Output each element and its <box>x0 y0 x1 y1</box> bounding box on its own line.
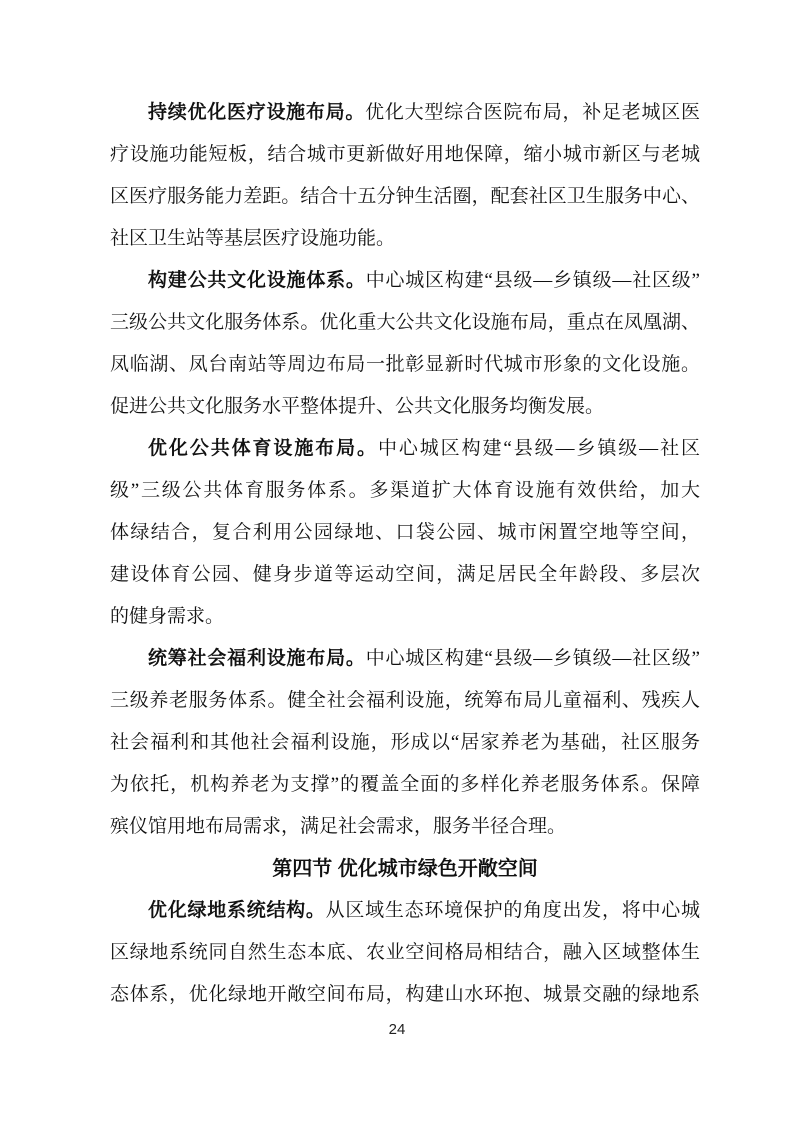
text-line: 三级公共文化服务体系。优化重大公共文化设施布局，重点在凤凰湖、 <box>110 312 700 333</box>
text-line: 为依托，机构养老为支撑”的覆盖全面的多样化养老服务体系。保障 <box>110 774 700 795</box>
text-line: 的健身需求。 <box>110 606 225 627</box>
text-line <box>110 260 700 302</box>
text-line: 殡仪馆用地布局需求，满足社会需求，服务半径合理。 <box>110 816 567 837</box>
text-line <box>110 92 700 134</box>
text-line: 级”三级公共体育服务体系。多渠道扩大体育设施有效供给，加大 <box>110 480 700 501</box>
page-number: 24 <box>388 1021 406 1038</box>
text-line: 促进公共文化服务水平整体提升、公共文化服务均衡发展。 <box>110 396 605 417</box>
text-line: 建设体育公园、健身步道等运动空间，满足居民全年龄段、多层次 <box>110 564 700 585</box>
text-line <box>110 638 700 680</box>
paragraph-cultural-facilities <box>110 260 700 428</box>
text-line: 社会福利和其他社会福利设施，形成以“居家养老为基础，社区服务 <box>110 732 700 753</box>
paragraph-text: 中心城区构建“县级—乡镇级—社区级” <box>365 648 700 669</box>
paragraph-lead-bold: 优化绿地系统结构。 <box>148 900 326 921</box>
text-line: 体绿结合，复合利用公园绿地、口袋公园、城市闲置空地等空间， <box>110 522 700 543</box>
paragraph-lead-bold: 持续优化医疗设施布局。 <box>148 102 366 123</box>
section-heading: 第四节 优化城市绿色开敞空间 <box>272 858 538 880</box>
paragraph-lead-bold: 优化公共体育设施布局。 <box>148 438 378 459</box>
paragraph-lead-bold: 构建公共文化设施体系。 <box>148 270 366 291</box>
paragraph-text: 优化大型综合医院布局，补足老城区医 <box>365 102 700 123</box>
paragraph-lead-bold: 统筹社会福利设施布局。 <box>148 648 366 669</box>
paragraph-sports-facilities <box>110 428 700 638</box>
text-line <box>110 428 700 470</box>
text-line: 态体系，优化绿地开敞空间布局，构建山水环抱、城景交融的绿地系 <box>110 984 700 1005</box>
paragraph-medical-facilities <box>110 92 700 260</box>
text-line: 社区卫生站等基层医疗设施功能。 <box>110 228 396 249</box>
paragraph-social-welfare <box>110 638 700 848</box>
paragraph-green-space <box>110 890 700 1016</box>
paragraph-text: 中心城区构建“县级—乡镇级—社区 <box>377 438 700 459</box>
text-line <box>110 890 700 932</box>
text-line: 疗设施功能短板，结合城市更新做好用地保障，缩小城市新区与老城 <box>110 144 700 165</box>
paragraph-text: 中心城区构建“县级—乡镇级—社区级” <box>365 270 700 291</box>
text-line: 凤临湖、凤台南站等周边布局一批彰显新时代城市形象的文化设施。 <box>110 354 700 375</box>
text-line: 区绿地系统同自然生态本底、农业空间格局相结合，融入区域整体生 <box>110 942 700 963</box>
paragraph-text: 从区域生态环境保护的角度出发，将中心城 <box>325 900 700 921</box>
text-line: 区医疗服务能力差距。结合十五分钟生活圈，配套社区卫生服务中心、 <box>110 186 700 207</box>
document-body <box>110 92 700 1016</box>
text-line: 三级养老服务体系。健全社会福利设施，统筹布局儿童福利、残疾人 <box>110 690 700 711</box>
